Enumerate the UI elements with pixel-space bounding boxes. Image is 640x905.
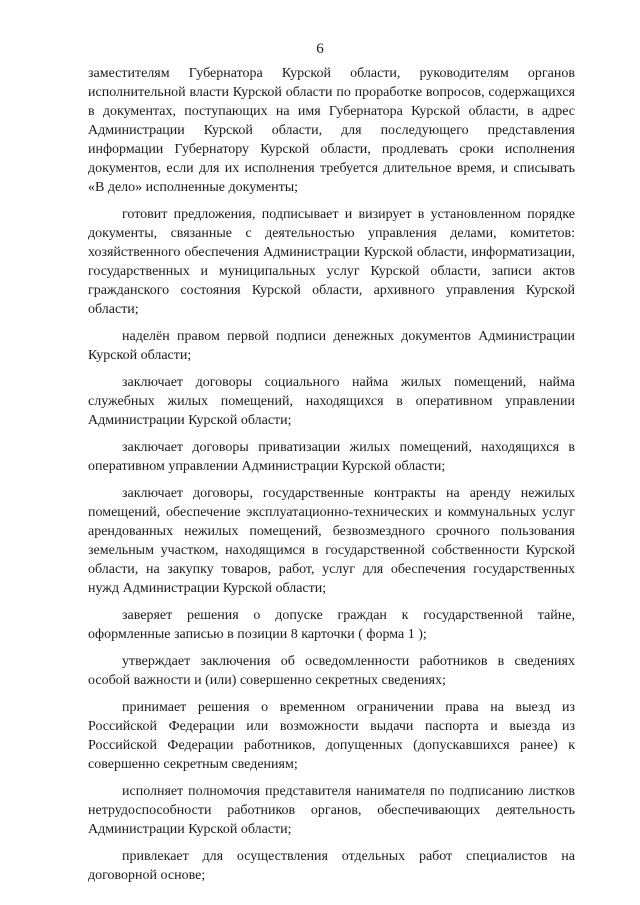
paragraph-privatization-contracts: заключает договоры приватизации жилых помещений, находящихся в оперативном управлении Администрации Курской области; <box>88 440 575 474</box>
paragraph-state-secret-admission: заверяет решения о допуске граждан к государственной тайне, оформленные записью в позиции 8 карточки ( форма 1 ); <box>88 608 575 642</box>
paragraph-social-housing-contracts: заключает договоры социального найма жилых помещений, найма служебных жилых помещений, находящихся в оперативном управлении Администрации Курской области; <box>88 375 575 428</box>
paragraph-prepares-proposals: готовит предложения, подписывает и визирует в установленном порядке документы, связанные с деятельностью управления делами, комитетов: хозяйственного обеспечения Администрации Курской области, информатизации, государственных и муниципальных услуг Курской области, записи актов гражданского состояния Курской области, архивного управления Курской области; <box>88 207 575 317</box>
document-body <box>88 64 575 893</box>
paragraph-first-signature: наделён правом первой подписи денежных документов Администрации Курской области; <box>88 329 575 363</box>
paragraph-contract-specialists: привлекает для осуществления отдельных работ специалистов на договорной основе; <box>88 849 575 883</box>
paragraph-continuation: заместителям Губернатора Курской области, руководителям органов исполнительной власти Курской области по проработке вопросов, содержащихся в документах, поступающих на имя Губернатора Курской области, в адрес Администрации Курской области, для последующего представления информации Губернатору Курской области, продлевать сроки исполнения документов, если для их исполнения требуется длительное время, и списывать «В дело» исполненные документы; <box>88 66 575 195</box>
paragraph-travel-restriction: принимает решения о временном ограничении права на выезд из Российской Федерации или возможности выдачи паспорта и выезда из Российской Федерации работников, допущенных (допускавшихся ранее) к совершенно секретным сведениям; <box>88 700 575 772</box>
page-number: 6 <box>316 41 324 57</box>
paragraph-sick-leave-powers: исполняет полномочия представителя нанимателя по подписанию листков нетрудоспособности работников органов, обеспечивающих деятельность Администрации Курской области; <box>88 784 575 837</box>
paragraph-awareness-conclusions: утверждает заключения об осведомленности работников в сведениях особой важности и (или) совершенно секретных сведениях; <box>88 654 575 688</box>
paragraph-lease-contracts: заключает договоры, государственные контракты на аренду нежилых помещений, обеспечение эксплуатационно-технических и коммунальных услуг арендованных нежилых помещений, безвозмездного срочного пользования земельным участком, находящимся в государственной собственности Курской области, на закупку товаров, работ, услуг для обеспечения государственных нужд Администрации Курской области; <box>88 486 575 596</box>
